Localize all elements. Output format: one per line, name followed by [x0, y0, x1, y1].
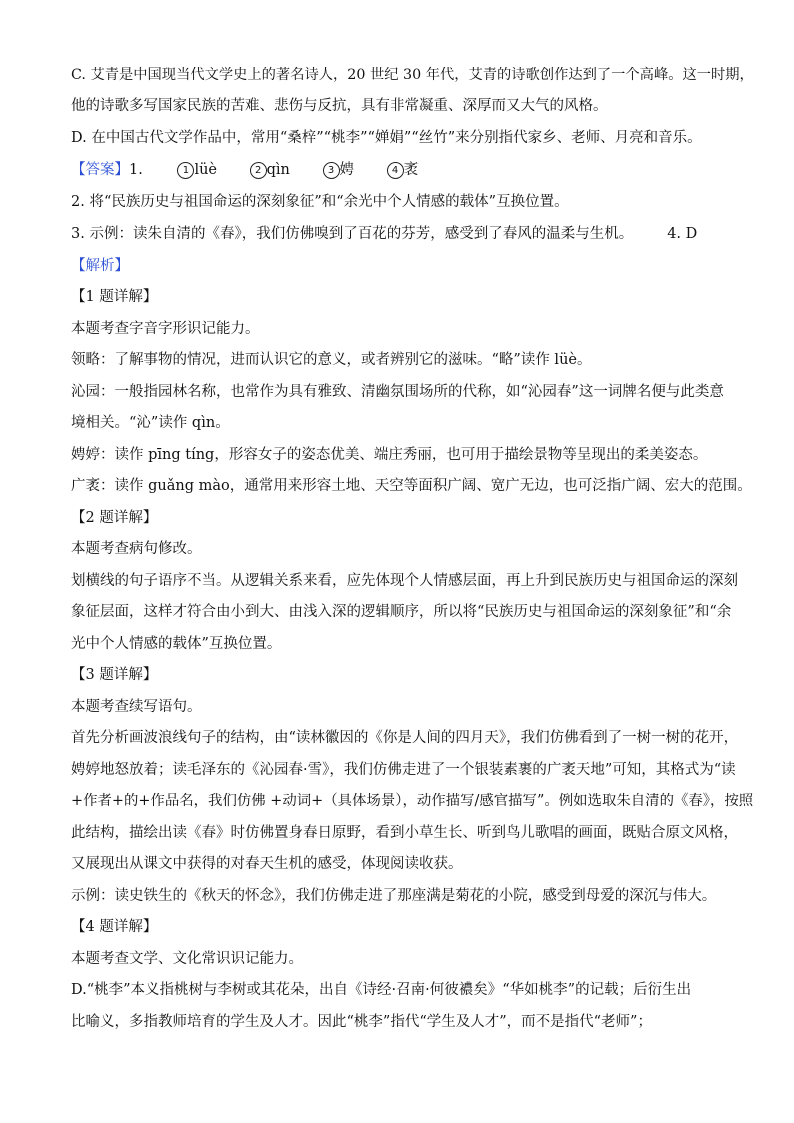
answer-item-text: lüè — [194, 162, 218, 178]
answer-item-text: 袤 — [403, 162, 419, 178]
answer-item-4 — [387, 161, 419, 180]
answer-3 — [71, 225, 697, 244]
q4-paragraph: 比喻义，多指教师培育的学生及人才。因此“桃李”指代“学生及人才”，而不是指代“老师”； — [71, 1014, 652, 1030]
answer-row-1 — [71, 161, 418, 180]
q3-heading: 【3 题详解】 — [71, 667, 158, 683]
q4-paragraph: D.“桃李”本义指桃树与李树或其花朵，出自《诗经·召南·何彼襛矣》“华如桃李”的记载；后衍生出 — [71, 982, 692, 998]
q1-paragraph: 沁园：一般指园林名称，也常作为具有雅致、清幽氛围场所的代称，如“沁园春”这一词牌名便与此类意 — [71, 384, 724, 400]
q3-example: 示例：读史铁生的《秋天的怀念》，我们仿佛走进了那座满是菊花的小院，感受到母爱的深沉与伟大。 — [71, 888, 717, 904]
circled-number-icon: 2 — [250, 162, 267, 179]
q2-heading: 【2 题详解】 — [71, 510, 158, 526]
answer-number: 1. — [129, 162, 143, 178]
analysis-tag: 【解析】 — [71, 258, 129, 274]
answer-item-2 — [250, 161, 290, 180]
q3-paragraph: 首先分析画波浪线句子的结构，由“读林徽因的《你是人间的四月天》，我们仿佛看到了一树一树的花开， — [71, 730, 739, 746]
q1-paragraph: 娉婷：读作 pīng tíng，形容女子的姿态优美、端庄秀丽，也可用于描绘景物等呈现出的柔美姿态。 — [71, 447, 708, 463]
q3-paragraph: 本题考查续写语句。 — [71, 699, 202, 715]
q1-heading: 【1 题详解】 — [71, 289, 158, 305]
answer-2: 2. 将“民族历史与祖国命运的深刻象征”和“余光中个人情感的载体”互换位置。 — [71, 194, 569, 210]
answer-item-text: 娉 — [339, 162, 354, 178]
option-d-line: D. 在中国古代文学作品中，常用“桑梓”“桃李”“婵娟”“丝竹”来分别指代家乡、老师、月亮和音乐。 — [71, 130, 702, 146]
q3-paragraph: +作者+的+作品名，我们仿佛 +动词+（具体场景），动作描写/感官描写”。例如选取朱自清的《春》，按照 — [71, 793, 754, 809]
answer-item-3 — [323, 161, 355, 180]
option-c-line1: C. 艾青是中国现当代文学史上的著名诗人，20 世纪 30 年代，艾青的诗歌创作达到了一个高峰。这一时期， — [71, 67, 754, 83]
q3-paragraph: 娉婷地怒放着；读毛泽东的《沁园春·雪》，我们仿佛走进了一个银装素裹的广袤天地”可知，其格式为“读 — [71, 762, 736, 778]
circled-number-icon: 4 — [387, 162, 404, 179]
q2-paragraph: 本题考查病句修改。 — [71, 541, 202, 557]
answer-4-text: 4. D — [667, 226, 698, 242]
answer-tag: 【答案】 — [71, 162, 129, 178]
q1-paragraph: 境相关。“沁”读作 qìn。 — [71, 415, 230, 431]
option-c-line2: 他的诗歌多写国家民族的苦难、悲伤与反抗，具有非常凝重、深厚而又大气的风格。 — [71, 98, 608, 114]
q1-paragraph: 领略：了解事物的情况，进而认识它的意义，或者辨别它的滋味。“略”读作 lüè。 — [71, 352, 592, 368]
answer-3-text: 3. 示例：读朱自清的《春》，我们仿佛嗅到了百花的芬芳，感受到了春风的温柔与生机。 — [71, 226, 634, 242]
circled-number-icon: 3 — [323, 162, 340, 179]
q3-paragraph: 又展现出从课文中获得的对春天生机的感受，体现阅读收获。 — [71, 856, 463, 872]
q1-paragraph: 广袤：读作 guǎng mào，通常用来形容土地、天空等面积广阔、宽广无边，也可泛指广阔、宏大的范围。 — [71, 478, 752, 494]
answer-item-text: qìn — [266, 162, 290, 178]
q2-paragraph: 光中个人情感的载体”互换位置。 — [71, 636, 282, 652]
answer-item-1 — [177, 161, 217, 180]
q3-paragraph: 此结构，描绘出读《春》时仿佛置身春日原野，看到小草生长、听到鸟儿歌唱的画面，既贴合原文风格， — [71, 825, 738, 841]
circled-number-icon: 1 — [177, 162, 194, 179]
q4-heading: 【4 题详解】 — [71, 919, 158, 935]
q4-paragraph: 本题考查文学、文化常识识记能力。 — [71, 951, 303, 967]
q1-paragraph: 本题考查字音字形识记能力。 — [71, 321, 260, 337]
q2-paragraph: 划横线的句子语序不当。从逻辑关系来看，应先体现个人情感层面，再上升到民族历史与祖国命运的深刻 — [71, 573, 738, 589]
q2-paragraph: 象征层面，这样才符合由小到大、由浅入深的逻辑顺序，所以将“民族历史与祖国命运的深刻象征”和“余 — [71, 604, 732, 620]
